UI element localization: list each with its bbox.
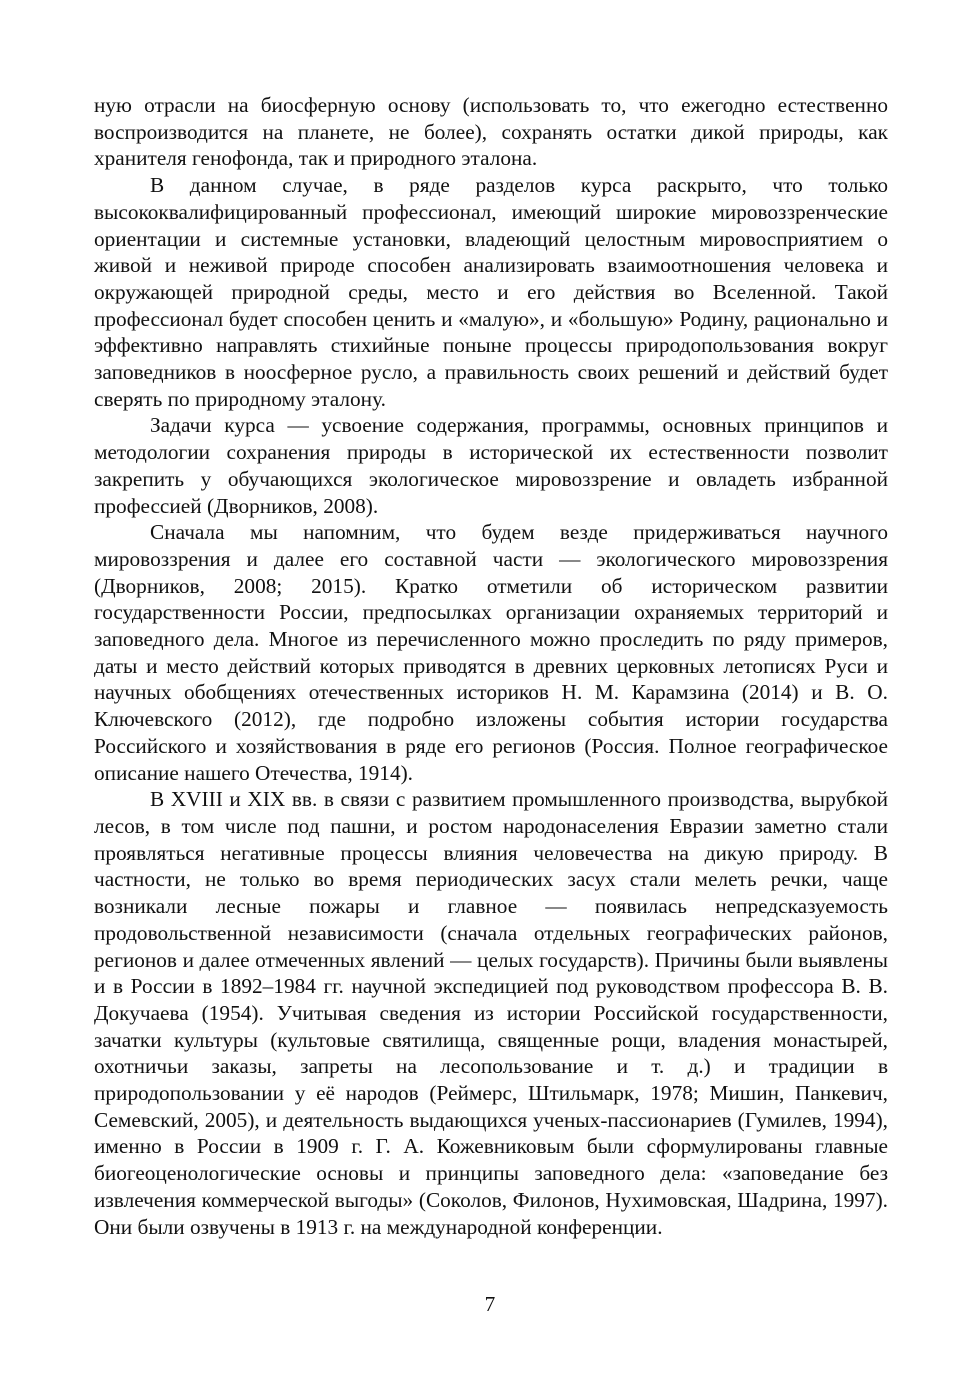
paragraph-1: ную отрасли на биосферную основу (использовать то, что ежегодно естественно воспроизводится на планете, не более), сохранять остатки дикой природы, как хранителя генофонда, так и природного эталона. (94, 93, 888, 171)
paragraph-3: Задачи курса — усвоение содержания, программы, основных принципов и методологии сохранения природы в исторической их естественности позволит закрепить у обучающихся экологическое мировоззрение и овладеть избранной профессией (Дворников, 2008). (94, 413, 888, 518)
page-number: 7 (484, 1292, 496, 1316)
paragraph-5: В XVIII и XIX вв. в связи с развитием промышленного производства, вырубкой лесов, в том числе под пашни, и ростом народонаселения Евразии заметно стали проявляться негативные процессы влияния человечества на дикую природу. В частности, не только во время периодических засух стали мелеть речки, чаще возникали лесные пожары и главное — появилась непредсказуемость продовольственной независимости (сначала отдельных географических районов, регионов и далее отмеченных явлений — целых государств). Причины были выявлены и в России в 1892–1984 гг. научной экспедицией под руководством профессора В. В. Докучаева (1954). Учитывая сведения из истории Российской государственности, зачатки культуры (культовые святилища, священные рощи, владения монастырей, охотничьи заказы, запреты на лесопользование и т. д.) и традиции в природопользовании у её народов (Реймерс, Штильмарк, 1978; Мишин, Панкевич, Семевский, 2005), и деятельность выдающихся ученых-пассионариев (Гумилев, 1994), именно в России в 1909 г. Г. А. Кожевниковым были сформулированы главные биогеоценологические основы и принципы заповедного дела: «заповедание без извлечения коммерческой выгоды» (Соколов, Филонов, Нухимовская, Шадрина, 1997). Они были озвучены в 1913 г. на международной конференции. (94, 787, 888, 1239)
paragraph-2: В данном случае, в ряде разделов курса раскрыто, что только высококвалифицированный профессионал, имеющий широкие мировоззренческие ориентации и системные установки, владеющий целостным мировосприятием о живой и неживой природе способен анализировать взаимоотношения человека и окружающей природной среды, место и его действия во Вселенной. Такой профессионал будет способен ценить и «малую», и «большую» Родину, рационально и эффективно направлять стихийные поныне процессы природопользования вокруг заповедников в ноосферное русло, а правильность своих решений и действий будет сверять по природному эталону. (94, 173, 888, 411)
page-body (94, 92, 888, 1240)
paragraph-4: Сначала мы напомним, что будем везде придерживаться научного мировоззрения и далее его составной части — экологического мировоззрения (Дворников, 2008; 2015). Кратко отметили об историческом развитии государственности России, предпосылках организации охраняемых территорий и заповедного дела. Многое из перечисленного можно проследить по ряду примеров, даты и место действий которых приводятся в древних церковных летописях Руси и научных обобщениях отечественных историков Н. М. Карамзина (2014) и В. О. Ключевского (2012), где подробно изложены события истории государства Российского и хозяйствования в ряде его регионов (Россия. Полное географическое описание нашего Отечества, 1914). (94, 520, 888, 785)
